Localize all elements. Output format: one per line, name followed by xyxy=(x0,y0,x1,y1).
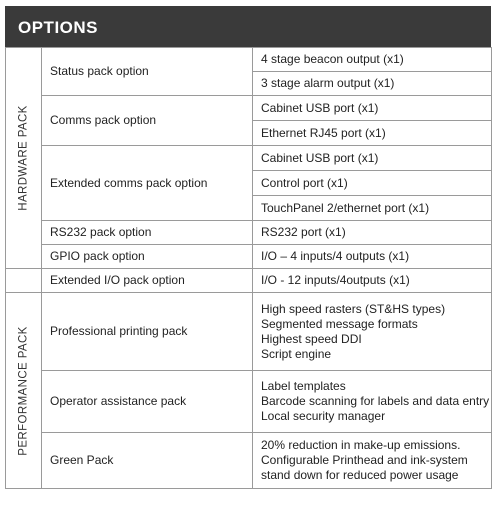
option-green-pack: Green Pack xyxy=(42,433,253,489)
feature-cell: I/O - 12 inputs/4outputs (x1) xyxy=(253,269,492,293)
table-row xyxy=(6,96,492,121)
feature-line: Local security manager xyxy=(261,409,386,423)
table-row xyxy=(6,245,492,269)
table-row xyxy=(6,48,492,72)
feature-line: 20% reduction in make-up emissions. xyxy=(261,438,461,452)
feature-cell: Control port (x1) xyxy=(253,171,492,196)
table-row xyxy=(6,371,492,433)
options-table xyxy=(5,47,492,489)
feature-line: Highest speed DDI xyxy=(261,331,362,346)
feature-cell: RS232 port (x1) xyxy=(253,221,492,245)
hardware-pack-group xyxy=(6,48,42,269)
options-title: OPTIONS xyxy=(5,6,491,47)
option-rs232-pack: RS232 pack option xyxy=(42,221,253,245)
option-extended-io-pack: Extended I/O pack option xyxy=(42,269,253,293)
feature-list-cell xyxy=(253,293,492,371)
feature-line: Segmented message formats xyxy=(261,316,418,331)
table-row xyxy=(6,221,492,245)
feature-cell: Cabinet USB port (x1) xyxy=(253,146,492,171)
feature-list-cell xyxy=(253,433,492,489)
feature-cell: 4 stage beacon output (x1) xyxy=(253,48,492,72)
feature-cell: Cabinet USB port (x1) xyxy=(253,96,492,121)
options-panel xyxy=(5,6,491,508)
performance-pack-group xyxy=(6,293,42,489)
hardware-pack-group-cont xyxy=(6,269,42,293)
feature-line: High speed rasters (ST&HS types) xyxy=(261,301,446,316)
feature-line: Configurable Printhead and ink-system xyxy=(261,453,468,467)
option-professional-printing-pack: Professional printing pack xyxy=(42,293,253,371)
feature-line: stand down for reduced power usage xyxy=(261,468,459,482)
option-extended-comms-pack: Extended comms pack option xyxy=(42,146,253,221)
table-row xyxy=(6,293,492,371)
option-gpio-pack: GPIO pack option xyxy=(42,245,253,269)
feature-cell: Ethernet RJ45 port (x1) xyxy=(253,121,492,146)
performance-pack-label: PERFORMANCE PACK xyxy=(17,325,29,456)
table-row xyxy=(6,146,492,171)
table-row xyxy=(6,269,492,293)
feature-line: Barcode scanning for labels and data entry xyxy=(261,394,490,408)
option-operator-assistance-pack: Operator assistance pack xyxy=(42,371,253,433)
option-comms-pack: Comms pack option xyxy=(42,96,253,146)
table-row xyxy=(6,433,492,489)
option-status-pack: Status pack option xyxy=(42,48,253,96)
feature-cell: TouchPanel 2/ethernet port (x1) xyxy=(253,196,492,221)
feature-cell: I/O – 4 inputs/4 outputs (x1) xyxy=(253,245,492,269)
feature-list-cell xyxy=(253,371,492,433)
hardware-pack-label: HARDWARE PACK xyxy=(17,105,29,211)
feature-cell: 3 stage alarm output (x1) xyxy=(253,72,492,96)
feature-line: Script engine xyxy=(261,346,332,361)
feature-line: Label templates xyxy=(261,379,346,393)
